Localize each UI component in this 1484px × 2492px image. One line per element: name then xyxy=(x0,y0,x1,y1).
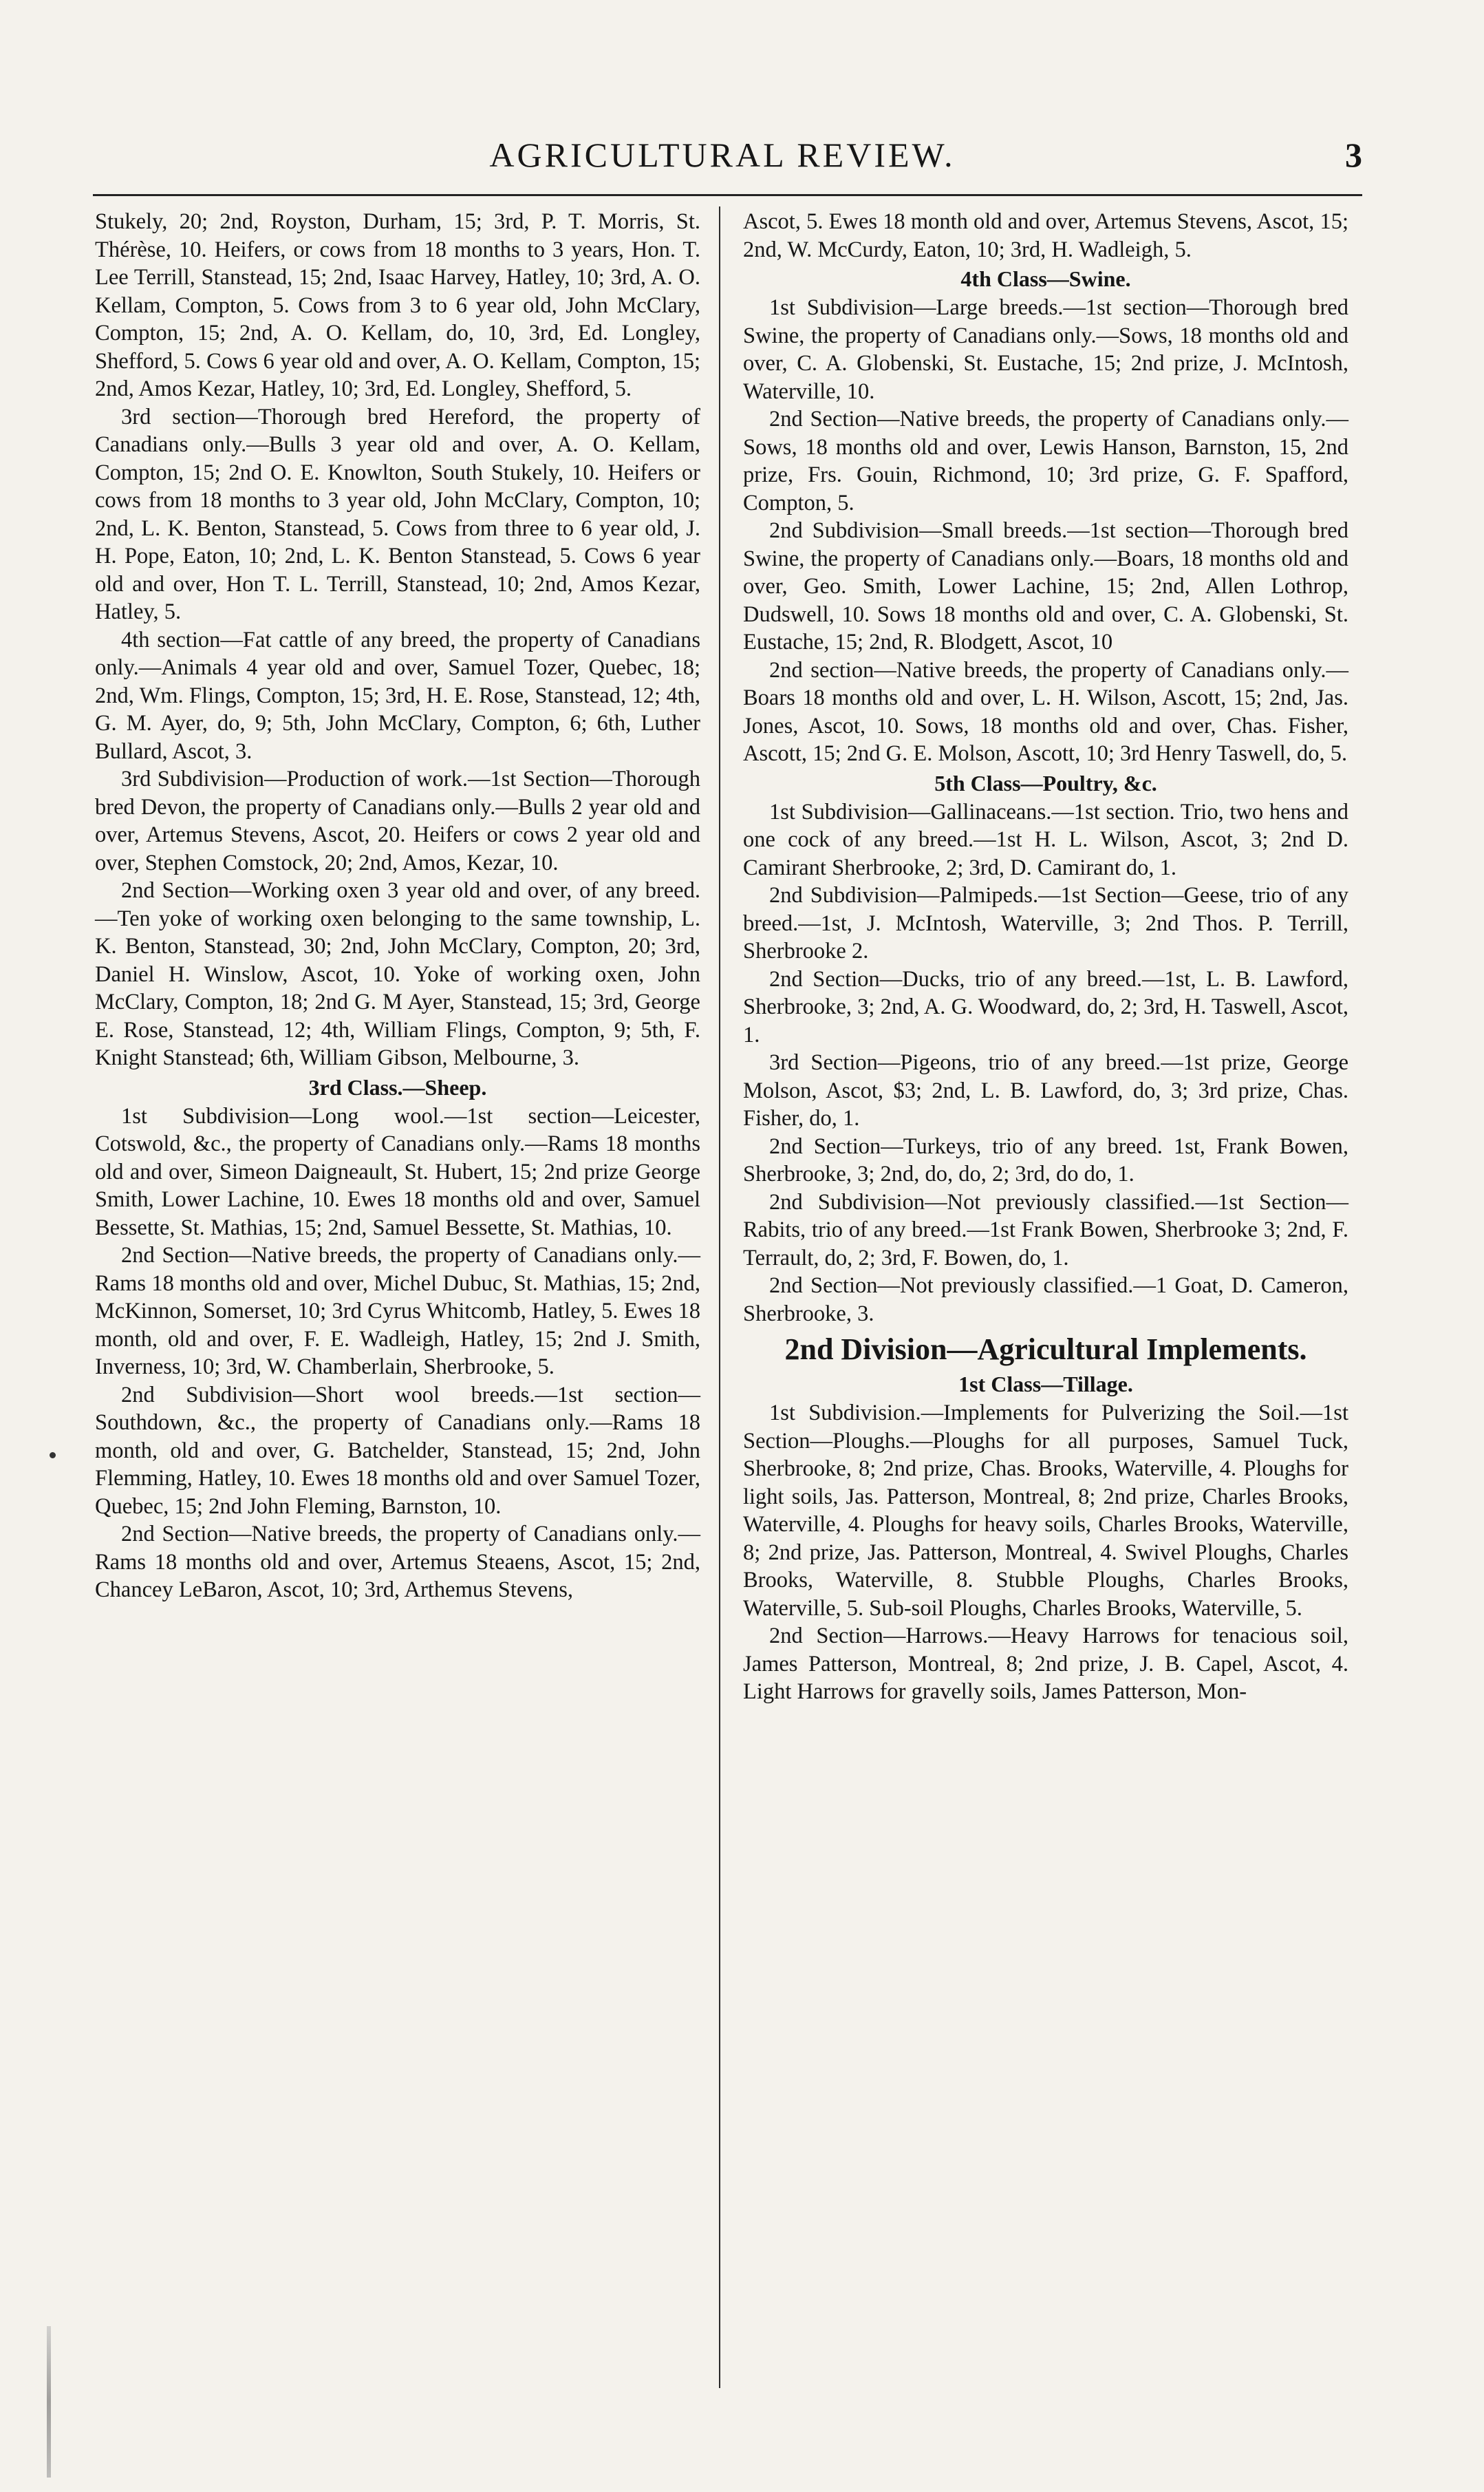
paragraph: 3rd Section—Pigeons, trio of any breed.—1st prize, George Molson, Ascot, $3; 2nd, L. B. Lawford, do, 3; 3rd prize, Chas. Fisher, do, 1. xyxy=(743,1050,1348,1131)
section-heading-poultry: 5th Class—Poultry, &c. xyxy=(934,770,1157,796)
left-column xyxy=(95,208,700,1604)
margin-mark xyxy=(50,1452,56,1458)
paragraph: 2nd Subdivision—Not previously classified.—1st Section—Rabits, trio of any breed.—1st Frank Bowen, Sherbrooke 3; 2nd, F. Terrault, do, 2; 3rd, F. Bowen, do, 1. xyxy=(743,1189,1348,1270)
paragraph: 2nd Section—Native breeds, the property of Canadians only.—Rams 18 months old and over, Artemus Steaens, Ascot, 15; 2nd, Chancey LeBaron, Ascot, 10; 3rd, Arthemus Stevens, xyxy=(95,1522,700,1602)
paragraph: 1st Subdivision—Large breeds.—1st section—Thorough bred Swine, the property of Canadians only.—Sows, 18 months old and over, C. A. Globenski, St. Eustache, 15; 2nd prize, J. McIntosh, Waterville, 10. xyxy=(743,295,1348,404)
running-head: AGRICULTURAL REVIEW. xyxy=(489,136,956,174)
paragraph: 2nd Section—Working oxen 3 year old and over, of any breed.—Ten yoke of working oxen belonging to the same township, L. K. Benton, Stanstead, 30; 2nd, John McClary, Compton, 20; 3rd, Daniel H. Winslow, Ascot, 10. Yoke of working oxen, John McClary, Compton, 18; 2nd G. M Ayer, Stanstead, 15; 3rd, George E. Rose, Stanstead, 12; 4th, William Flings, Compton, 9; 5th, F. Knight Stanstead; 6th, William Gibson, Melbourne, 3. xyxy=(95,878,700,1070)
paragraph: 3rd section—Thorough bred Hereford, the property of Canadians only.—Bulls 3 year old and over, A. O. Kellam, Compton, 15; 2nd O. E. Knowlton, South Stukely, 10. Heifers or cows from 18 months to 3 year old, John McClary, Compton, 10; 2nd, L. K. Benton, Stanstead, 5. Cows from three to 6 year old, J. H. Pope, Eaton, 10; 2nd, L. K. Benton Stanstead, 5. Cows 6 year old and over, Hon T. L. Terrill, Stanstead, 10; 2nd, Amos Kezar, Hatley, 5. xyxy=(95,404,700,624)
page-number: 3 xyxy=(1345,136,1362,174)
page-header xyxy=(83,135,1362,183)
paragraph: 2nd Section—Turkeys, trio of any breed. 1st, Frank Bowen, Sherbrooke, 3; 2nd, do, do, 2; 3rd, do do, 1. xyxy=(743,1133,1348,1186)
paragraph: 1st Subdivision.—Implements for Pulverizing the Soil.—1st Section—Ploughs.—Ploughs for all purposes, Samuel Tuck, Sherbrooke, 8; 2nd prize, Chas. Brooks, Waterville, 4. Ploughs for light soils, Jas. Patterson, Montreal, 8; 2nd prize, Charles Brooks, Waterville, 4. Ploughs for heavy soils, Charles Brooks, Waterville, 8; 2nd prize, Jas. Patterson, Montreal, 4. Swivel Ploughs, Charles Brooks, Waterville, 8. Stubble Ploughs, Charles Brooks, Waterville, 5. Sub-soil Ploughs, Charles Brooks, Waterville, 5. xyxy=(743,1401,1348,1621)
paragraph: 3rd Subdivision—Production of work.—1st Section—Thorough bred Devon, the property of Canadians only.—Bulls 2 year old and over, Artemus Stevens, Ascot, 20. Heifers or cows 2 year old and over, Stephen Comstock, 20; 2nd, Amos, Kezar, 10. xyxy=(95,767,700,875)
section-heading-tillage: 1st Class—Tillage. xyxy=(958,1372,1133,1396)
section-heading-swine: 4th Class—Swine. xyxy=(960,266,1131,291)
section-heading-sheep: 3rd Class.—Sheep. xyxy=(308,1074,487,1100)
paragraph: Ascot, 5. Ewes 18 month old and over, Artemus Stevens, Ascot, 15; 2nd, W. McCurdy, Eaton, 10; 3rd, H. Wadleigh, 5. xyxy=(743,209,1348,262)
binding-edge xyxy=(47,2326,51,2478)
column-divider xyxy=(719,206,720,2388)
paragraph: 1st Subdivision—Gallinaceans.—1st section. Trio, two hens and one cock of any breed.—1st H. L. Wilson, Ascot, 3; 2nd D. Camirant Sherbrooke, 2; 3rd, D. Camirant do, 1. xyxy=(743,799,1348,880)
paragraph: 2nd Section—Not previously classified.—1 Goat, D. Cameron, Sherbrooke, 3. xyxy=(743,1273,1348,1326)
paragraph: 2nd Section—Harrows.—Heavy Harrows for tenacious soil, James Patterson, Montreal, 8; 2nd prize, J. B. Capel, Ascot, 4. Light Harrows for gravelly soils, James Patterson, Mon- xyxy=(743,1623,1348,1704)
header-rule xyxy=(93,194,1362,196)
paragraph: 2nd Section—Ducks, trio of any breed.—1st, L. B. Lawford, Sherbrooke, 3; 2nd, A. G. Woodward, do, 2; 3rd, H. Taswell, Ascot, 1. xyxy=(743,966,1348,1047)
paragraph: 2nd Subdivision—Small breeds.—1st section—Thorough bred Swine, the property of Canadians only.—Boars, 18 months old and over, Geo. Smith, Lower Lachine, 15; 2nd, Allen Lothrop, Dudswell, 10. Sows 18 months old and over, C. A. Globenski, St. Eustache, 15; 2nd, R. Blodgett, Ascot, 10 xyxy=(743,518,1348,654)
division-heading: 2nd Division—Agricultural Implements. xyxy=(784,1332,1307,1366)
paragraph: 2nd Subdivision—Palmipeds.—1st Section—Geese, trio of any breed.—1st, J. McIntosh, Waterville, 3; 2nd Thos. P. Terrill, Sherbrooke 2. xyxy=(743,883,1348,963)
paragraph: 2nd Section—Native breeds, the property of Canadians only.—Rams 18 months old and over, Michel Dubuc, St. Mathias, 15; 2nd, McKinnon, Somerset, 10; 3rd Cyrus Whitcomb, Hatley, 5. Ewes 18 month, old and over, F. E. Wadleigh, Hatley, 15; 2nd J. Smith, Inverness, 10; 3rd, W. Chamberlain, Sherbrooke, 5. xyxy=(95,1243,700,1379)
right-column xyxy=(743,208,1348,1706)
paragraph: 1st Subdivision—Long wool.—1st section—Leicester, Cotswold, &c., the property of Canadians only.—Rams 18 months old and over, Simeon Daigneault, St. Hubert, 15; 2nd prize George Smith, Lower Lachine, 10. Ewes 18 months old and over, Samuel Bessette, St. Mathias, 15; 2nd, Samuel Bessette, St. Mathias, 10. xyxy=(95,1103,700,1240)
paragraph: 2nd section—Native breeds, the property of Canadians only.—Boars 18 months old and over, L. H. Wilson, Ascott, 15; 2nd, Jas. Jones, Ascot, 10. Sows, 18 months old and over, Chas. Fisher, Ascott, 15; 2nd G. E. Molson, Ascott, 10; 3rd Henry Taswell, do, 5. xyxy=(743,657,1348,766)
paragraph: 2nd Section—Native breeds, the property of Canadians only.—Sows, 18 months old and over, Lewis Hanson, Barnston, 15, 2nd prize, Frs. Gouin, Richmond, 10; 3rd prize, G. F. Spafford, Compton, 5. xyxy=(743,407,1348,515)
paragraph: Stukely, 20; 2nd, Royston, Durham, 15; 3rd, P. T. Morris, St. Thérèse, 10. Heifers, or cows from 18 months to 3 years, Hon. T. Lee Terrill, Stanstead, 15; 2nd, Isaac Harvey, Hatley, 10; 3rd, A. O. Kellam, Compton, 5. Cows from 3 to 6 year old, John McClary, Compton, 15; 2nd, A. O. Kellam, do, 10, 3rd, Ed. Longley, Shefford, 5. Cows 6 year old and over, A. O. Kellam, Compton, 15; 2nd, Amos Kezar, Hatley, 10; 3rd, Ed. Longley, Shefford, 5. xyxy=(95,209,700,401)
paragraph: 4th section—Fat cattle of any breed, the property of Canadians only.—Animals 4 year old and over, Samuel Tozer, Quebec, 18; 2nd, Wm. Flings, Compton, 15; 3rd, H. E. Rose, Stanstead, 12; 4th, G. M. Ayer, do, 9; 5th, John McClary, Compton, 6; 6th, Luther Bullard, Ascot, 3. xyxy=(95,627,700,764)
paragraph: 2nd Subdivision—Short wool breeds.—1st section—Southdown, &c., the property of Canadians only.—Rams 18 month, old and over, G. Batchelder, Stanstead, 15; 2nd, John Flemming, Hatley, 10. Ewes 18 months old and over Samuel Tozer, Quebec, 15; 2nd John Fleming, Barnston, 10. xyxy=(95,1382,700,1519)
